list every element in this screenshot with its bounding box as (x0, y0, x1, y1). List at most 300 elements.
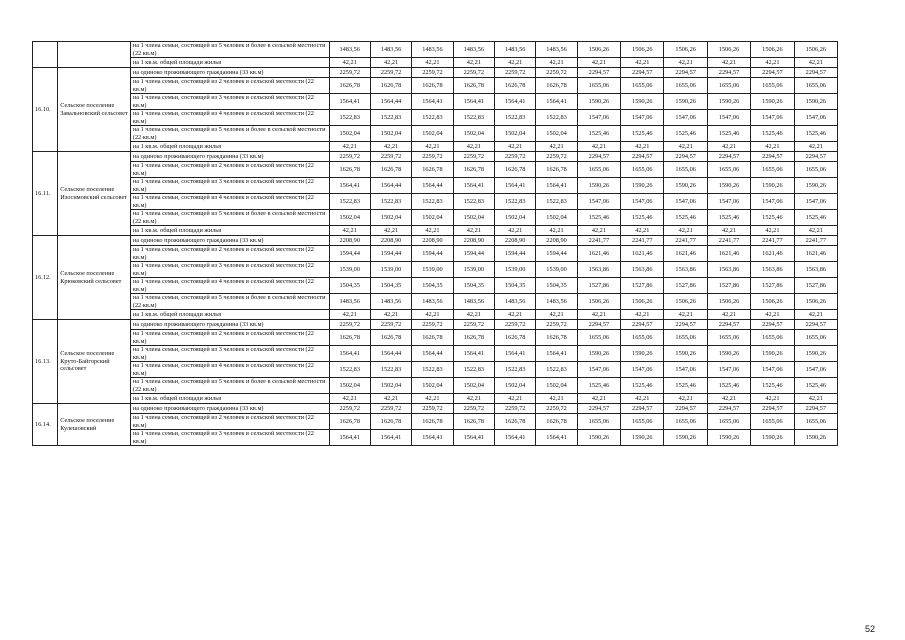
value-cell: 1547,06 (794, 362, 837, 378)
value-cell: 42,21 (751, 226, 794, 236)
table-row (33, 294, 838, 310)
value-cell: 1547,06 (707, 194, 750, 210)
value-cell: 1502,04 (412, 210, 453, 226)
value-cell: 1621,46 (707, 246, 750, 262)
value-cell: 1502,04 (453, 126, 494, 142)
value-cell: 42,21 (370, 58, 411, 68)
settlement-code: 16.11. (33, 152, 58, 236)
tariff-table-page (32, 41, 840, 577)
value-cell: 2259,72 (412, 152, 453, 162)
value-cell: 2294,57 (664, 404, 707, 414)
value-cell: 42,21 (536, 310, 577, 320)
value-cell: 1506,26 (577, 42, 620, 58)
table-row (33, 246, 838, 262)
value-cell: 1655,06 (794, 162, 837, 178)
value-cell: 2259,72 (453, 320, 494, 330)
value-cell: 42,21 (453, 58, 494, 68)
value-cell: 2294,57 (751, 68, 794, 78)
value-cell: 42,21 (412, 394, 453, 404)
value-cell: 1621,46 (577, 246, 620, 262)
value-cell: 1506,26 (577, 294, 620, 310)
value-cell: 1522,83 (412, 110, 453, 126)
value-cell: 2241,77 (664, 236, 707, 246)
value-cell: 1626,78 (495, 330, 536, 346)
value-cell: 1502,04 (536, 126, 577, 142)
value-cell: 42,21 (329, 394, 370, 404)
value-cell: 1655,06 (751, 162, 794, 178)
value-cell: 2241,77 (751, 236, 794, 246)
value-cell: 1525,46 (707, 210, 750, 226)
table-row (33, 226, 838, 236)
value-cell: 2259,72 (495, 152, 536, 162)
value-cell: 2208,90 (412, 236, 453, 246)
value-cell: 1502,04 (495, 210, 536, 226)
value-cell: 2294,57 (707, 68, 750, 78)
value-cell: 2294,57 (794, 68, 837, 78)
value-cell: 1564,41 (495, 94, 536, 110)
value-cell: 42,21 (370, 142, 411, 152)
value-cell: 1590,26 (751, 94, 794, 110)
value-cell: 42,21 (621, 394, 664, 404)
value-cell: 2259,72 (370, 68, 411, 78)
value-cell: 2259,72 (495, 404, 536, 414)
value-cell: 1547,06 (621, 194, 664, 210)
category-cell: на 1 члена семьи, состоящей из 3 человек в сельской местности (22 кв.м) (130, 346, 329, 362)
value-cell: 1522,83 (370, 110, 411, 126)
value-cell: 1564,41 (495, 178, 536, 194)
value-cell: 1483,56 (495, 294, 536, 310)
value-cell: 1594,44 (453, 246, 494, 262)
value-cell: 1590,26 (621, 94, 664, 110)
value-cell: 1621,46 (751, 246, 794, 262)
category-cell: на одиноко проживающего гражданина (33 кв.м) (130, 236, 329, 246)
category-cell: на 1 кв.м. общей площади жилья (130, 58, 329, 68)
category-cell: на 1 члена семьи, состоящей из 2 человек в сельской местности (22 кв.м) (130, 162, 329, 178)
value-cell: 1504,35 (412, 278, 453, 294)
value-cell: 1655,06 (707, 414, 750, 430)
value-cell: 1483,56 (412, 42, 453, 58)
value-cell: 1525,46 (794, 126, 837, 142)
value-cell: 1626,78 (412, 78, 453, 94)
value-cell: 1564,44 (370, 94, 411, 110)
value-cell: 1655,06 (707, 162, 750, 178)
category-cell: на 1 кв.м. общей площади жилья (130, 394, 329, 404)
value-cell: 42,21 (664, 58, 707, 68)
value-cell: 1590,26 (751, 178, 794, 194)
value-cell: 42,21 (329, 310, 370, 320)
value-cell: 1626,78 (495, 162, 536, 178)
table-row (33, 142, 838, 152)
value-cell: 1547,06 (707, 110, 750, 126)
value-cell: 1527,86 (707, 278, 750, 294)
value-cell: 1525,46 (751, 378, 794, 394)
value-cell: 1564,41 (495, 346, 536, 362)
value-cell: 1527,86 (577, 278, 620, 294)
value-cell: 1655,06 (621, 330, 664, 346)
value-cell: 1590,26 (621, 178, 664, 194)
settlement-code: 16.12. (33, 236, 58, 320)
value-cell: 1522,83 (329, 362, 370, 378)
value-cell: 1504,35 (370, 278, 411, 294)
value-cell: 1525,46 (751, 126, 794, 142)
value-cell: 2294,57 (751, 404, 794, 414)
category-cell: на одиноко проживающего гражданина (33 кв.м) (130, 68, 329, 78)
value-cell: 2294,57 (707, 152, 750, 162)
value-cell: 2259,72 (370, 404, 411, 414)
value-cell: 1626,78 (412, 330, 453, 346)
category-cell: на 1 члена семьи, состоящей из 5 человек и более в сельской местности (22 кв.м) (130, 42, 329, 58)
value-cell: 1547,06 (577, 362, 620, 378)
value-cell: 42,21 (536, 226, 577, 236)
value-cell: 2241,77 (794, 236, 837, 246)
category-cell: на 1 члена семьи, состоящей из 3 человек в сельской местности (22 кв.м) (130, 430, 329, 446)
value-cell: 1527,86 (664, 278, 707, 294)
category-cell: на 1 кв.м. общей площади жилья (130, 142, 329, 152)
value-cell: 1621,46 (621, 246, 664, 262)
value-cell: 1564,41 (412, 430, 453, 446)
value-cell: 2259,72 (536, 152, 577, 162)
value-cell: 1626,78 (412, 162, 453, 178)
value-cell: 2259,72 (412, 68, 453, 78)
value-cell: 1547,06 (751, 194, 794, 210)
value-cell: 1563,86 (664, 262, 707, 278)
settlement-name: Сельское поселение Завальновский сельсовет (58, 68, 131, 152)
value-cell: 1502,04 (329, 210, 370, 226)
value-cell: 42,21 (453, 310, 494, 320)
value-cell: 42,21 (577, 58, 620, 68)
value-cell: 1547,06 (794, 194, 837, 210)
value-cell: 1626,78 (329, 414, 370, 430)
value-cell: 1564,41 (329, 94, 370, 110)
page-number: 52 (864, 624, 875, 634)
value-cell: 1483,56 (453, 294, 494, 310)
value-cell: 1506,26 (707, 42, 750, 58)
category-cell: на одиноко проживающего гражданина (33 кв.м) (130, 320, 329, 330)
value-cell: 2259,72 (536, 68, 577, 78)
value-cell: 1590,26 (707, 430, 750, 446)
table-row (33, 236, 838, 246)
value-cell: 1547,06 (577, 110, 620, 126)
value-cell: 1626,78 (453, 162, 494, 178)
value-cell: 1525,46 (707, 378, 750, 394)
value-cell: 42,21 (577, 226, 620, 236)
value-cell: 2294,57 (621, 68, 664, 78)
value-cell: 1483,56 (370, 42, 411, 58)
value-cell: 1525,46 (621, 378, 664, 394)
value-cell: 1564,41 (536, 346, 577, 362)
value-cell: 1594,44 (536, 246, 577, 262)
category-cell: на одиноко проживающего гражданина (33 кв.м) (130, 152, 329, 162)
value-cell: 1525,46 (577, 378, 620, 394)
value-cell: 42,21 (621, 310, 664, 320)
value-cell: 2241,77 (621, 236, 664, 246)
value-cell: 1594,44 (495, 246, 536, 262)
value-cell: 1483,56 (329, 294, 370, 310)
value-cell: 1539,00 (495, 262, 536, 278)
value-cell: 1547,06 (751, 110, 794, 126)
value-cell: 42,21 (536, 394, 577, 404)
value-cell: 42,21 (621, 226, 664, 236)
value-cell: 42,21 (621, 58, 664, 68)
value-cell: 1590,26 (751, 346, 794, 362)
value-cell: 42,21 (453, 142, 494, 152)
value-cell: 1626,78 (536, 330, 577, 346)
settlement-name-cell (58, 42, 131, 68)
value-cell: 1626,78 (370, 330, 411, 346)
value-cell: 42,21 (370, 394, 411, 404)
value-cell: 1522,83 (536, 110, 577, 126)
value-cell: 2259,72 (329, 320, 370, 330)
value-cell: 1506,26 (707, 294, 750, 310)
value-cell: 1525,46 (794, 378, 837, 394)
value-cell: 1564,41 (329, 430, 370, 446)
value-cell: 1502,04 (536, 210, 577, 226)
value-cell: 1506,26 (621, 294, 664, 310)
value-cell: 1539,00 (453, 262, 494, 278)
value-cell: 1626,78 (370, 414, 411, 430)
value-cell: 2208,90 (453, 236, 494, 246)
value-cell: 1564,41 (536, 178, 577, 194)
value-cell: 1483,56 (370, 294, 411, 310)
value-cell: 1590,26 (794, 346, 837, 362)
value-cell: 42,21 (453, 226, 494, 236)
value-cell: 1655,06 (794, 78, 837, 94)
tariff-table (32, 41, 838, 446)
value-cell: 1525,46 (577, 210, 620, 226)
value-cell: 42,21 (794, 394, 837, 404)
value-cell: 2208,90 (495, 236, 536, 246)
value-cell: 1522,83 (412, 194, 453, 210)
value-cell: 1564,41 (412, 94, 453, 110)
value-cell: 1522,83 (329, 110, 370, 126)
value-cell: 42,21 (536, 58, 577, 68)
value-cell: 1522,83 (536, 362, 577, 378)
settlement-code: 16.13. (33, 320, 58, 404)
table-row (33, 430, 838, 446)
value-cell: 1502,04 (495, 126, 536, 142)
value-cell: 42,21 (412, 58, 453, 68)
value-cell: 42,21 (495, 226, 536, 236)
value-cell: 2259,72 (453, 404, 494, 414)
category-cell: на 1 члена семьи, состоящей из 4 человек в сельской местности (22 кв.м) (130, 278, 329, 294)
value-cell: 1502,04 (536, 378, 577, 394)
value-cell: 1590,26 (664, 178, 707, 194)
value-cell: 1655,06 (621, 414, 664, 430)
value-cell: 1563,86 (707, 262, 750, 278)
value-cell: 42,21 (495, 310, 536, 320)
value-cell: 1563,86 (751, 262, 794, 278)
category-cell: на 1 члена семьи, состоящей из 5 человек и более в сельской местности (22 кв.м) (130, 294, 329, 310)
value-cell: 1522,83 (536, 194, 577, 210)
category-cell: на 1 члена семьи, состоящей из 2 человек в сельской местности (22 кв.м) (130, 414, 329, 430)
value-cell: 42,21 (794, 310, 837, 320)
value-cell: 1504,35 (329, 278, 370, 294)
value-cell: 1502,04 (370, 210, 411, 226)
value-cell: 1504,35 (495, 278, 536, 294)
value-cell: 1539,00 (412, 262, 453, 278)
value-cell: 1655,06 (621, 162, 664, 178)
value-cell: 2294,57 (577, 68, 620, 78)
value-cell: 42,21 (577, 142, 620, 152)
value-cell: 1547,06 (707, 362, 750, 378)
table-row (33, 42, 838, 58)
table-body (33, 42, 838, 446)
value-cell: 42,21 (329, 58, 370, 68)
value-cell: 1590,26 (577, 94, 620, 110)
category-cell: на одиноко проживающего гражданина (33 кв.м) (130, 404, 329, 414)
value-cell: 42,21 (707, 142, 750, 152)
category-cell: на 1 члена семьи, состоящей из 3 человек в сельской местности (22 кв.м) (130, 262, 329, 278)
value-cell: 42,21 (664, 226, 707, 236)
category-cell: на 1 члена семьи, состоящей из 4 человек в сельской местности (22 кв.м) (130, 362, 329, 378)
table-row (33, 94, 838, 110)
value-cell: 1594,44 (370, 246, 411, 262)
table-row (33, 378, 838, 394)
value-cell: 1502,04 (329, 378, 370, 394)
value-cell: 1590,26 (707, 346, 750, 362)
value-cell: 2259,72 (370, 152, 411, 162)
value-cell: 2208,90 (370, 236, 411, 246)
table-row (33, 310, 838, 320)
value-cell: 1590,26 (707, 178, 750, 194)
value-cell: 1655,06 (751, 414, 794, 430)
value-cell: 1563,86 (577, 262, 620, 278)
category-cell: на 1 члена семьи, состоящей из 2 человек в сельской местности (22 кв.м) (130, 330, 329, 346)
value-cell: 2294,57 (664, 152, 707, 162)
settlement-name: Сельское поселение Крюковский сельсовет (58, 236, 131, 320)
value-cell: 1525,46 (664, 126, 707, 142)
value-cell: 42,21 (370, 226, 411, 236)
value-cell: 1502,04 (495, 378, 536, 394)
table-row (33, 110, 838, 126)
value-cell: 1626,78 (329, 330, 370, 346)
table-row (33, 58, 838, 68)
value-cell: 1483,56 (453, 42, 494, 58)
value-cell: 1564,41 (453, 346, 494, 362)
settlement-name: Сельское поселение Изосимовский сельсовет (58, 152, 131, 236)
value-cell: 1655,06 (577, 330, 620, 346)
value-cell: 2259,72 (412, 320, 453, 330)
value-cell: 1483,56 (536, 294, 577, 310)
value-cell: 42,21 (621, 142, 664, 152)
value-cell: 1547,06 (664, 110, 707, 126)
value-cell: 1626,78 (329, 162, 370, 178)
value-cell: 1525,46 (664, 378, 707, 394)
value-cell: 42,21 (664, 394, 707, 404)
value-cell: 2259,72 (329, 68, 370, 78)
value-cell: 1590,26 (794, 178, 837, 194)
value-cell: 1564,41 (370, 430, 411, 446)
value-cell: 1483,56 (329, 42, 370, 58)
value-cell: 1655,06 (664, 414, 707, 430)
value-cell: 2208,90 (536, 236, 577, 246)
category-cell: на 1 кв.м. общей площади жилья (130, 226, 329, 236)
value-cell: 1506,26 (664, 294, 707, 310)
value-cell: 42,21 (664, 142, 707, 152)
value-cell: 42,21 (577, 310, 620, 320)
value-cell: 2294,57 (664, 320, 707, 330)
value-cell: 2259,72 (329, 152, 370, 162)
table-row (33, 262, 838, 278)
value-cell: 2294,57 (794, 404, 837, 414)
value-cell: 1655,06 (577, 162, 620, 178)
value-cell: 1525,46 (707, 126, 750, 142)
category-cell: на 1 члена семьи, состоящей из 5 человек и более в сельской местности (22 кв.м) (130, 378, 329, 394)
table-row (33, 194, 838, 210)
value-cell: 1590,26 (577, 346, 620, 362)
value-cell: 42,21 (412, 226, 453, 236)
code-cell (33, 42, 58, 68)
settlement-name: Сельское поселение Кулешовский (58, 404, 131, 446)
value-cell: 1564,41 (536, 430, 577, 446)
value-cell: 1525,46 (664, 210, 707, 226)
value-cell: 1590,26 (707, 94, 750, 110)
value-cell: 1590,26 (621, 430, 664, 446)
value-cell: 42,21 (794, 142, 837, 152)
value-cell: 2294,57 (577, 320, 620, 330)
category-cell: на 1 члена семьи, состоящей из 3 человек в сельской местности (22 кв.м) (130, 178, 329, 194)
value-cell: 2294,57 (751, 152, 794, 162)
value-cell: 1655,06 (621, 78, 664, 94)
table-row (33, 394, 838, 404)
settlement-code: 16.10. (33, 68, 58, 152)
settlement-code: 16.14. (33, 404, 58, 446)
value-cell: 42,21 (664, 310, 707, 320)
category-cell: на 1 члена семьи, состоящей из 2 человек в сельской местности (22 кв.м) (130, 246, 329, 262)
value-cell: 1564,44 (370, 346, 411, 362)
value-cell: 1564,41 (453, 430, 494, 446)
value-cell: 42,21 (453, 394, 494, 404)
value-cell: 1590,26 (794, 430, 837, 446)
table-row (33, 152, 838, 162)
value-cell: 42,21 (751, 142, 794, 152)
table-row (33, 320, 838, 330)
value-cell: 2208,90 (329, 236, 370, 246)
value-cell: 1506,26 (751, 294, 794, 310)
table-row (33, 178, 838, 194)
value-cell: 1590,26 (621, 346, 664, 362)
value-cell: 1626,78 (453, 330, 494, 346)
value-cell: 1590,26 (751, 430, 794, 446)
value-cell: 1539,00 (536, 262, 577, 278)
value-cell: 2241,77 (707, 236, 750, 246)
value-cell: 2259,72 (329, 404, 370, 414)
value-cell: 1564,41 (453, 178, 494, 194)
category-cell: на 1 члена семьи, состоящей из 4 человек в сельской местности (22 кв.м) (130, 194, 329, 210)
value-cell: 1506,26 (794, 294, 837, 310)
table-row (33, 162, 838, 178)
value-cell: 42,21 (577, 394, 620, 404)
value-cell: 1502,04 (329, 126, 370, 142)
value-cell: 1590,26 (794, 94, 837, 110)
value-cell: 1655,06 (794, 330, 837, 346)
value-cell: 1564,41 (453, 94, 494, 110)
value-cell: 42,21 (751, 394, 794, 404)
value-cell: 1590,26 (577, 178, 620, 194)
table-row (33, 330, 838, 346)
value-cell: 1525,46 (794, 210, 837, 226)
value-cell: 1564,44 (412, 346, 453, 362)
value-cell: 2294,57 (577, 404, 620, 414)
value-cell: 2259,72 (370, 320, 411, 330)
value-cell: 1621,46 (794, 246, 837, 262)
value-cell: 1626,78 (329, 78, 370, 94)
value-cell: 1655,06 (707, 78, 750, 94)
value-cell: 1655,06 (577, 414, 620, 430)
value-cell: 1563,86 (794, 262, 837, 278)
value-cell: 1594,44 (412, 246, 453, 262)
value-cell: 1502,04 (453, 210, 494, 226)
